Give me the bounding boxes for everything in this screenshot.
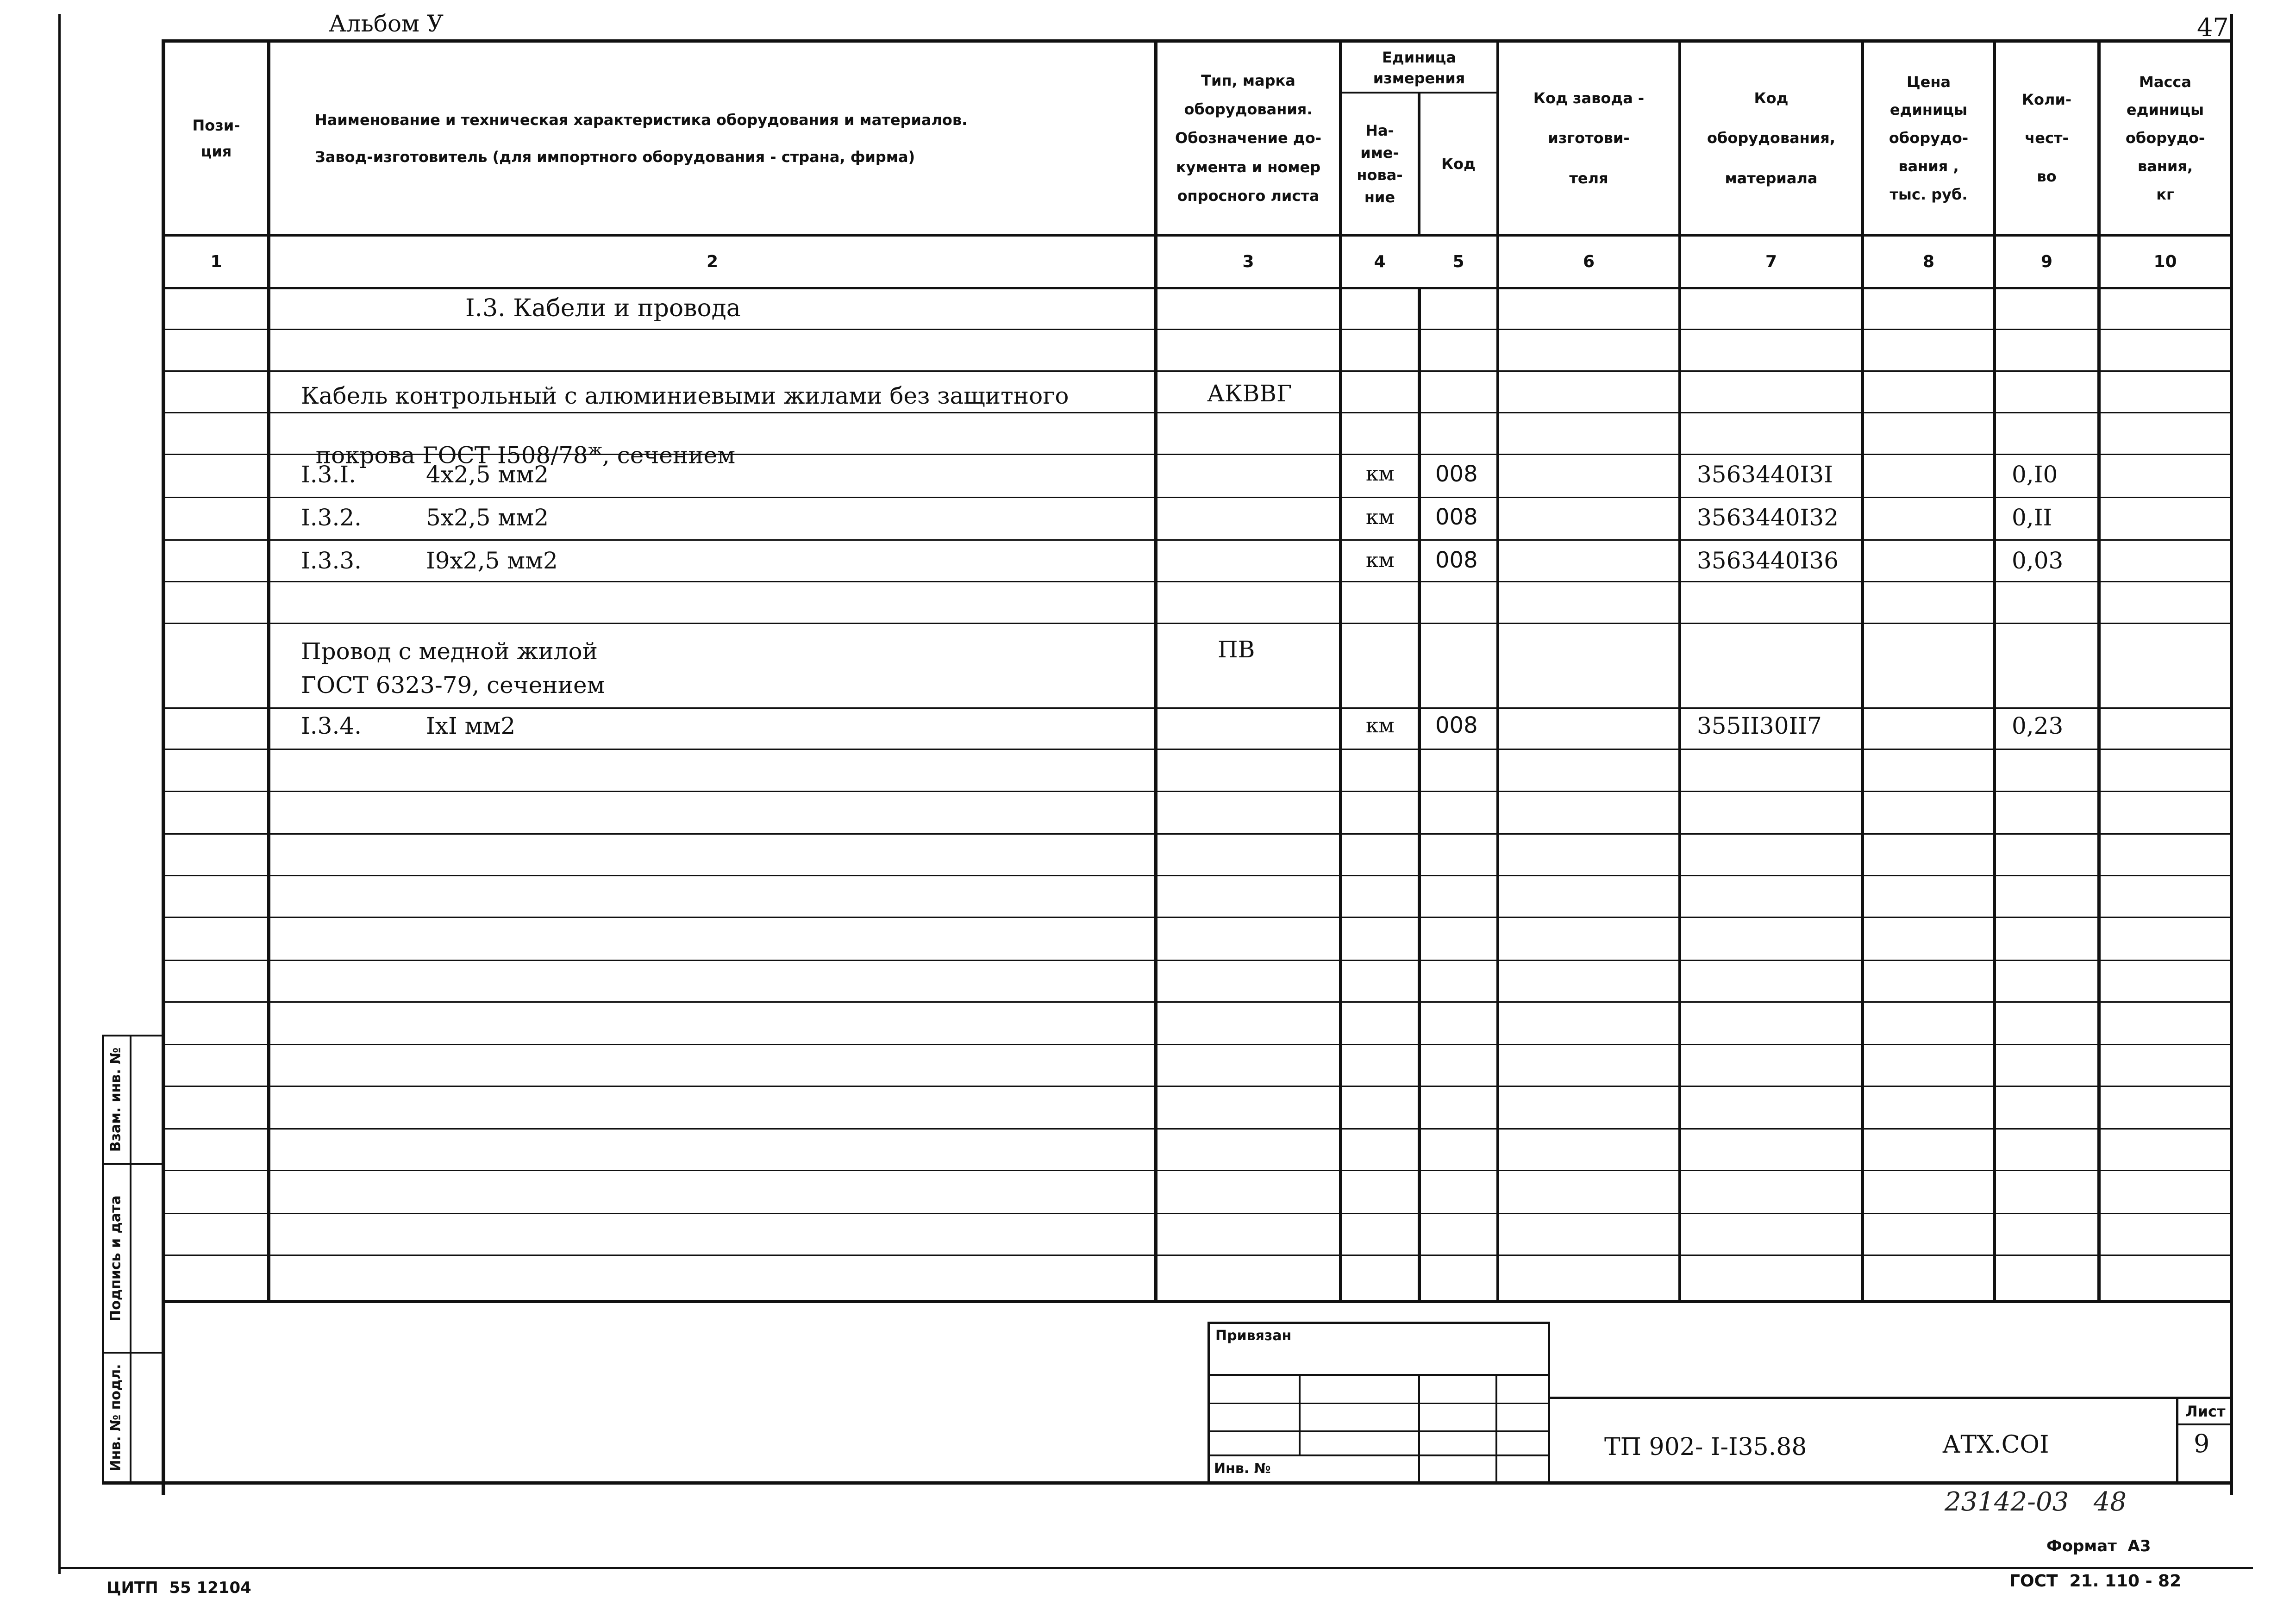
header-name — [315, 43, 1148, 234]
column-number: 7 — [1765, 252, 1777, 271]
column-number: 6 — [1583, 252, 1595, 271]
column-number: 4 — [1374, 252, 1386, 271]
cable-name-superscript: ж — [588, 441, 602, 459]
format-label: Формат А3 — [2046, 1537, 2151, 1555]
side-label-replaced-inv: Взам. инв. № — [107, 1047, 124, 1152]
column-number: 10 — [2153, 252, 2177, 271]
item-equip-code: 3563440I3I — [1697, 461, 1833, 488]
cable-name-rest: , сечением — [602, 442, 736, 469]
item-spec: 5x2,5 мм2 — [426, 504, 549, 531]
column-number: 2 — [706, 252, 719, 271]
item-position: I.3.3. — [301, 547, 362, 574]
item-qty: 0,03 — [2012, 547, 2064, 574]
header-equipment-code: Код оборудования, материала — [1707, 89, 1835, 187]
item-position: I.3.2. — [301, 504, 362, 531]
item-unit: км — [1366, 462, 1395, 486]
sheet-value: 9 — [2194, 1429, 2210, 1458]
page-number: 47 — [2197, 13, 2229, 42]
wire-name-line1: Провод с медной жилой — [301, 638, 598, 665]
wire-type: ПВ — [1218, 636, 1255, 663]
printer-code: ЦИТП 55 12104 — [106, 1579, 251, 1597]
item-unit: км — [1366, 549, 1395, 572]
header-unit-name: На- име- нова- ние — [1357, 121, 1403, 206]
item-code: 008 — [1435, 712, 1478, 738]
item-code: 008 — [1435, 461, 1478, 487]
item-spec: IxI мм2 — [426, 712, 516, 739]
header-plant-code: Код завода - изготови- теля — [1533, 89, 1645, 187]
cable-name-line2 — [301, 419, 735, 467]
item-equip-code: 355II30II7 — [1697, 712, 1822, 739]
handwritten-note: 23142-03 48 — [1945, 1487, 2127, 1517]
header-name-line1: Наименование и техническая характеристика оборудования и материалов. — [315, 111, 968, 129]
item-position: I.3.I. — [301, 461, 356, 488]
inv-no-label: Инв. № — [1214, 1461, 1271, 1477]
gost-label: ГОСТ 21. 110 - 82 — [2009, 1572, 2182, 1591]
column-number: 8 — [1922, 252, 1935, 271]
header-unit: Единица измерения — [1373, 48, 1465, 87]
side-label-inv-orig: Инв. № подл. — [107, 1363, 124, 1472]
item-equip-code: 3563440I32 — [1697, 504, 1839, 531]
item-spec: I9x2,5 мм2 — [426, 547, 558, 574]
header-type: Тип, марка оборудования. Обозначение до- кумента и номер опросного листа — [1175, 71, 1321, 205]
item-equip-code: 3563440I36 — [1697, 547, 1839, 574]
document-mark: АТХ.COI — [1942, 1431, 2049, 1459]
album-label: Альбом У — [329, 10, 444, 37]
item-qty: 0,II — [2012, 504, 2052, 531]
cable-type: АКВВГ — [1207, 380, 1292, 407]
column-number: 1 — [210, 252, 222, 271]
header-mass: Масса единицы оборудо- вания, кг — [2125, 73, 2205, 203]
item-unit: км — [1366, 714, 1395, 737]
cable-name-line1: Кабель контрольный с алюминиевыми жилами без защитного — [301, 382, 1069, 409]
header-position: Пози- ция — [192, 116, 240, 160]
header-unit-code: Код — [1441, 155, 1476, 173]
side-label-signature: Подпись и дата — [107, 1195, 124, 1322]
item-spec: 4x2,5 мм2 — [426, 461, 549, 488]
header-quantity: Коли- чест- во — [2021, 90, 2072, 186]
cable-name-text: покрова ГОСТ I508/78 — [315, 442, 588, 469]
item-unit: км — [1366, 506, 1395, 529]
linked-label: Привязан — [1215, 1328, 1292, 1344]
column-number: 3 — [1242, 252, 1254, 271]
header-name-line2: Завод-изготовитель (для импортного оборудования - страна, фирма) — [315, 148, 915, 166]
document-code: ТП 902- I-I35.88 — [1604, 1433, 1807, 1461]
column-number: 5 — [1452, 252, 1464, 271]
item-qty: 0,23 — [2012, 712, 2064, 739]
section-title: I.3. Кабели и провода — [465, 294, 741, 322]
item-code: 008 — [1435, 504, 1478, 530]
wire-name-line2: ГОСТ 6323-79, сечением — [301, 672, 605, 699]
item-qty: 0,I0 — [2012, 461, 2058, 488]
item-code: 008 — [1435, 547, 1478, 573]
header-price: Цена единицы оборудо- вания , тыс. руб. — [1889, 73, 1969, 203]
sheet-label: Лист — [2185, 1403, 2226, 1420]
item-position: I.3.4. — [301, 712, 362, 739]
column-number: 9 — [2040, 252, 2053, 271]
